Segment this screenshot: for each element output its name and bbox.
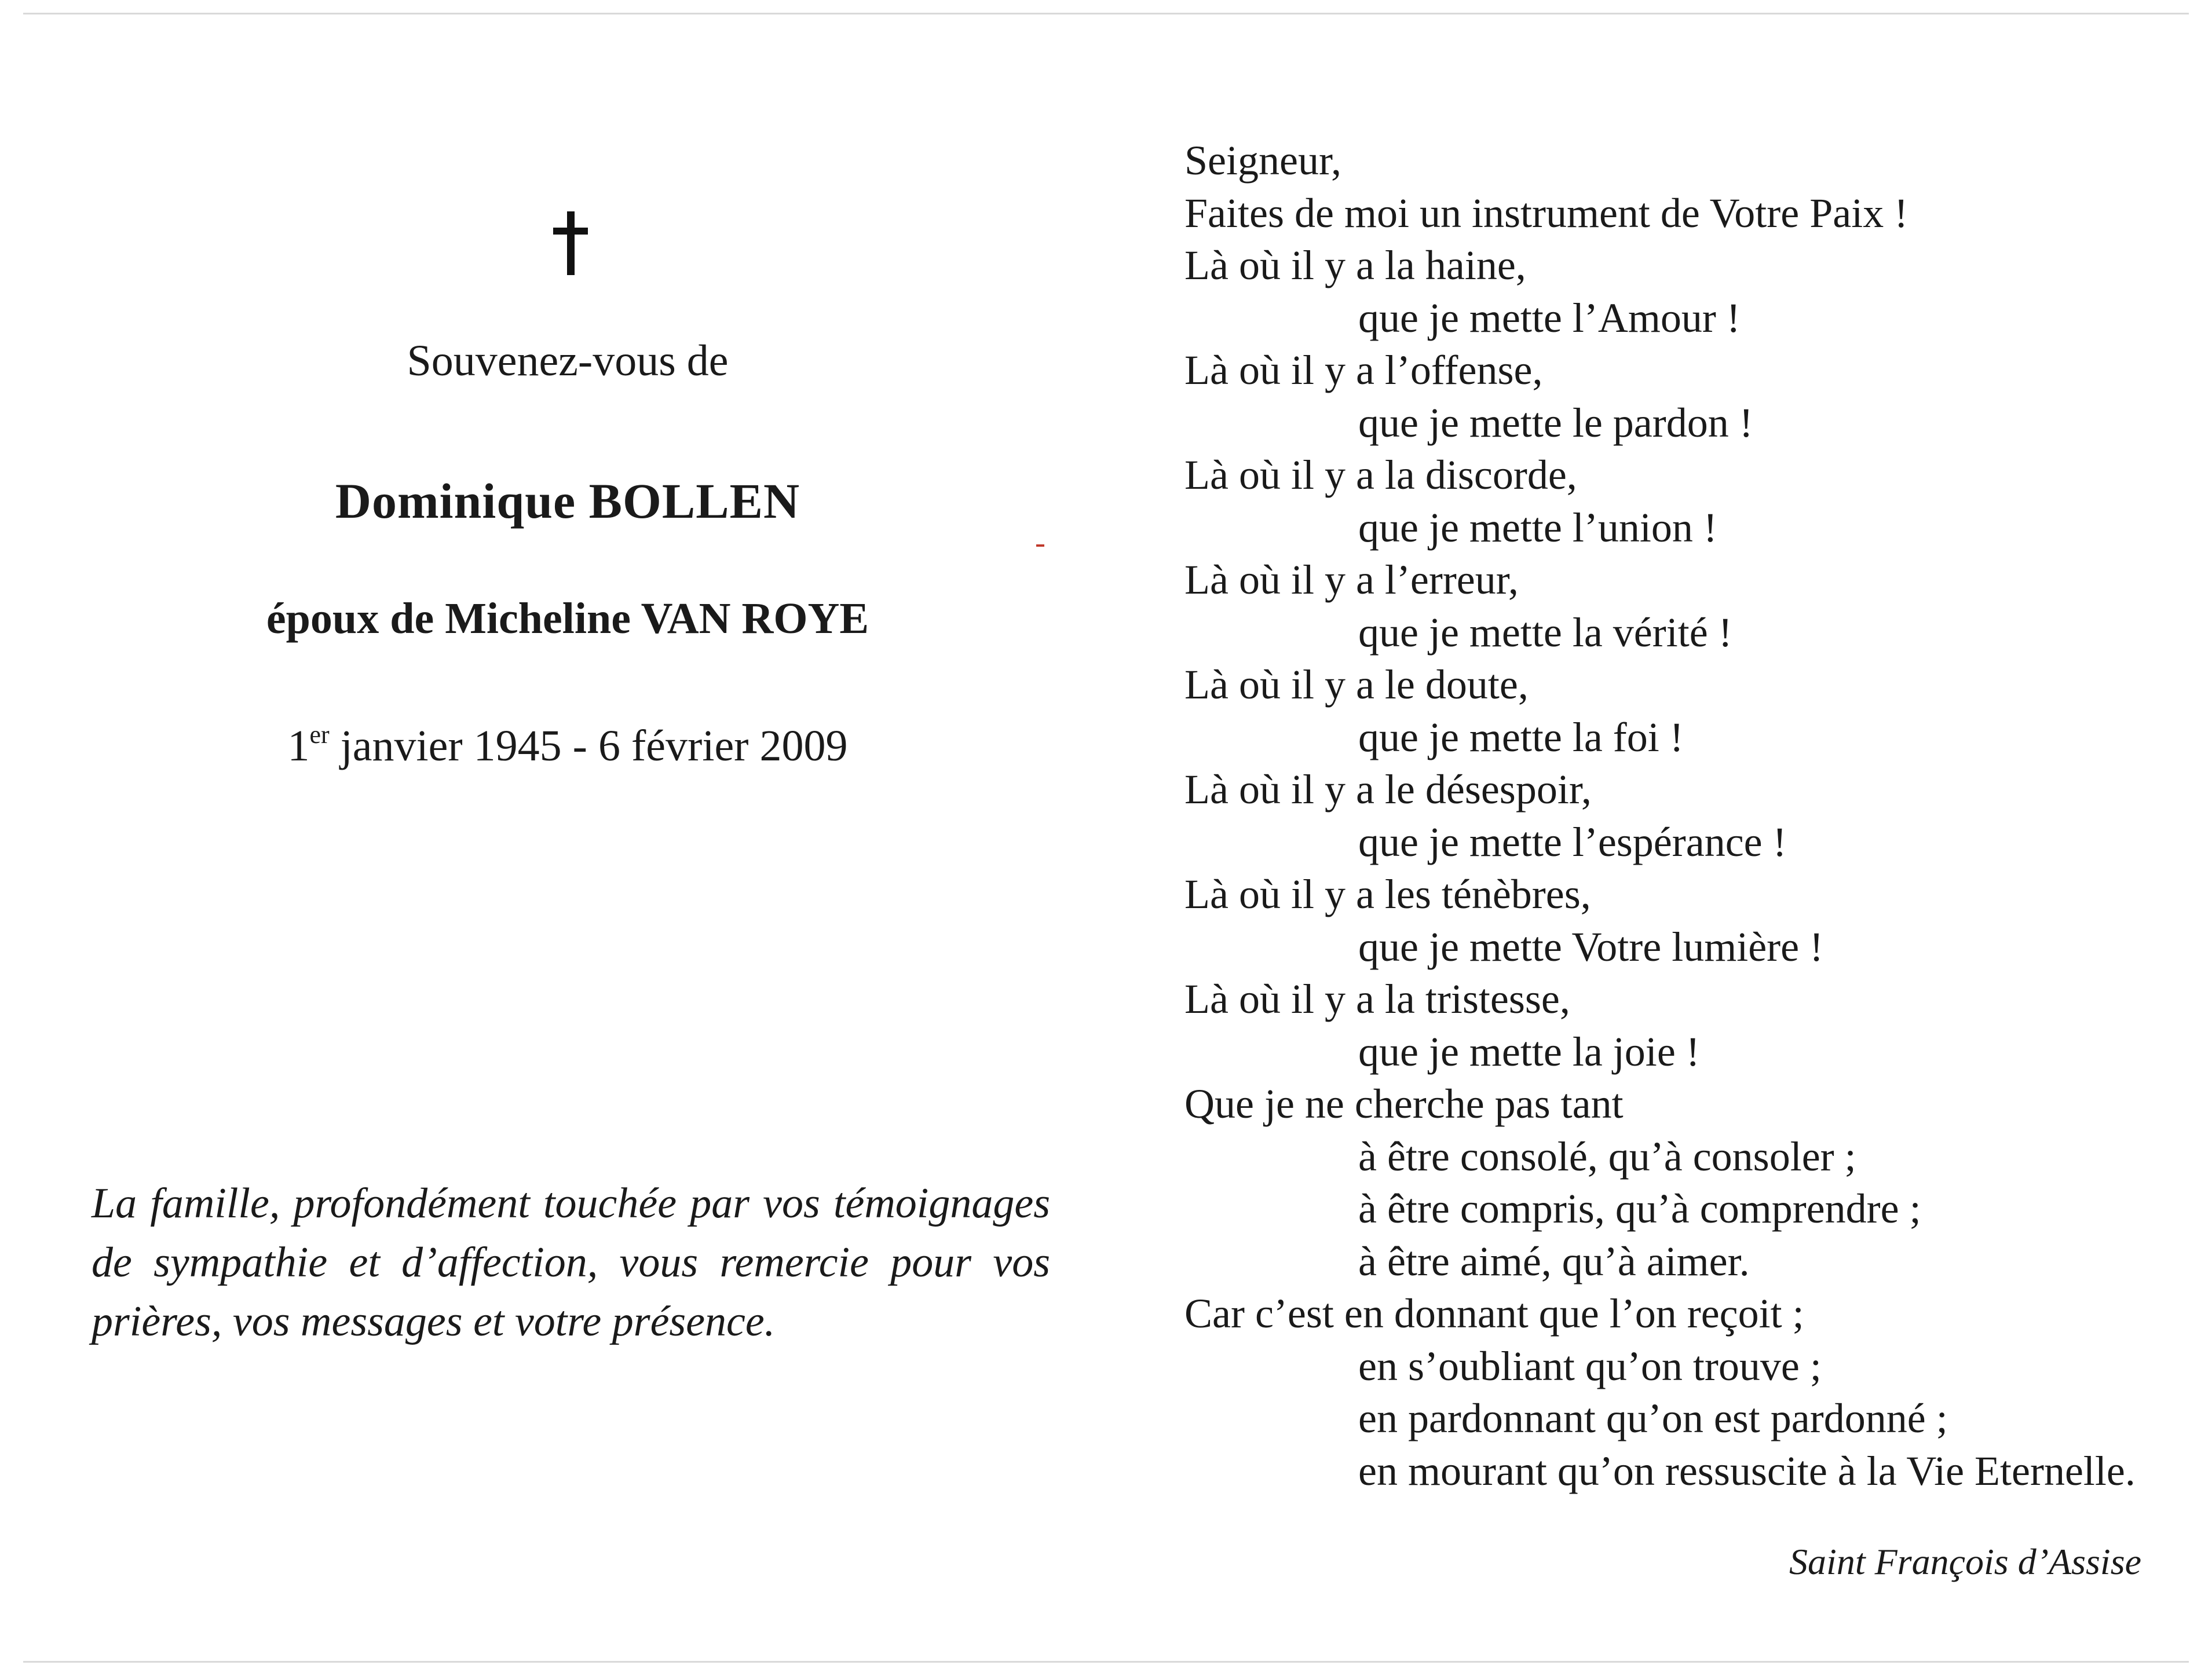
ordinal-suffix: er <box>309 720 330 749</box>
prayer-line: Là où il y a l’offense, <box>1184 347 1543 393</box>
prayer-line: que je mette la foi ! <box>1358 713 1684 760</box>
family-thanks: La famille, profondément touchée par vos témoignages de sympathie et d’affection, vous remercie pour vos prières, vos messages et votre présence. <box>92 1180 1050 1345</box>
prayer-line: en pardonnant qu’on est pardonné ; <box>1358 1395 1948 1441</box>
prayer-line: que je mette Votre lumière ! <box>1358 923 1824 970</box>
life-dates <box>0 720 1135 770</box>
prayer-text <box>1184 134 2192 1497</box>
dates-rest: janvier 1945 - 6 février 2009 <box>329 722 848 770</box>
spouse-line: époux de Micheline VAN ROYE <box>266 594 869 643</box>
prayer-line: Faites de moi un instrument de Votre Paix ! <box>1184 189 1908 236</box>
prayer-line: que je mette la vérité ! <box>1358 609 1732 656</box>
prayer-attribution: Saint François d’Assise <box>1789 1541 2141 1582</box>
prayer-line: Là où il y a la discorde, <box>1184 452 1577 498</box>
prayer-line: en s’oubliant qu’on trouve ; <box>1358 1342 1822 1389</box>
prayer-line: Là où il y a le désespoir, <box>1184 766 1592 813</box>
prayer-line: Là où il y a l’erreur, <box>1184 557 1519 603</box>
prayer-line: que je mette l’Amour ! <box>1358 294 1741 341</box>
prayer-line: que je mette l’espérance ! <box>1358 818 1787 865</box>
prayer-line: Là où il y a les ténèbres, <box>1184 871 1591 917</box>
right-panel <box>1135 0 2212 1676</box>
birth-day: 1 <box>287 722 310 770</box>
prayer-line: que je mette l’union ! <box>1358 504 1717 551</box>
prayer-line: Car c’est en donnant que l’on reçoit ; <box>1184 1290 1804 1337</box>
stray-mark <box>1036 544 1044 547</box>
deceased-name: Dominique BOLLEN <box>335 473 800 529</box>
prayer-line: que je mette le pardon ! <box>1358 399 1753 446</box>
remember-heading: Souvenez-vous de <box>407 336 729 385</box>
prayer-line: Seigneur, <box>1184 137 1342 184</box>
cross-icon <box>553 211 588 275</box>
prayer-line: que je mette la joie ! <box>1358 1028 1700 1075</box>
prayer-line: Là où il y a la haine, <box>1184 242 1526 288</box>
prayer-line: en mourant qu’on ressuscite à la Vie Eternelle. <box>1358 1447 2136 1494</box>
prayer-line: à être compris, qu’à comprendre ; <box>1358 1185 1921 1232</box>
prayer-line: Là où il y a le doute, <box>1184 661 1529 708</box>
prayer-line: à être aimé, qu’à aimer. <box>1358 1238 1750 1285</box>
prayer-line: Que je ne cherche pas tant <box>1184 1081 1624 1127</box>
prayer-line: Là où il y a la tristesse, <box>1184 976 1570 1022</box>
prayer-line: à être consolé, qu’à consoler ; <box>1358 1133 1856 1180</box>
